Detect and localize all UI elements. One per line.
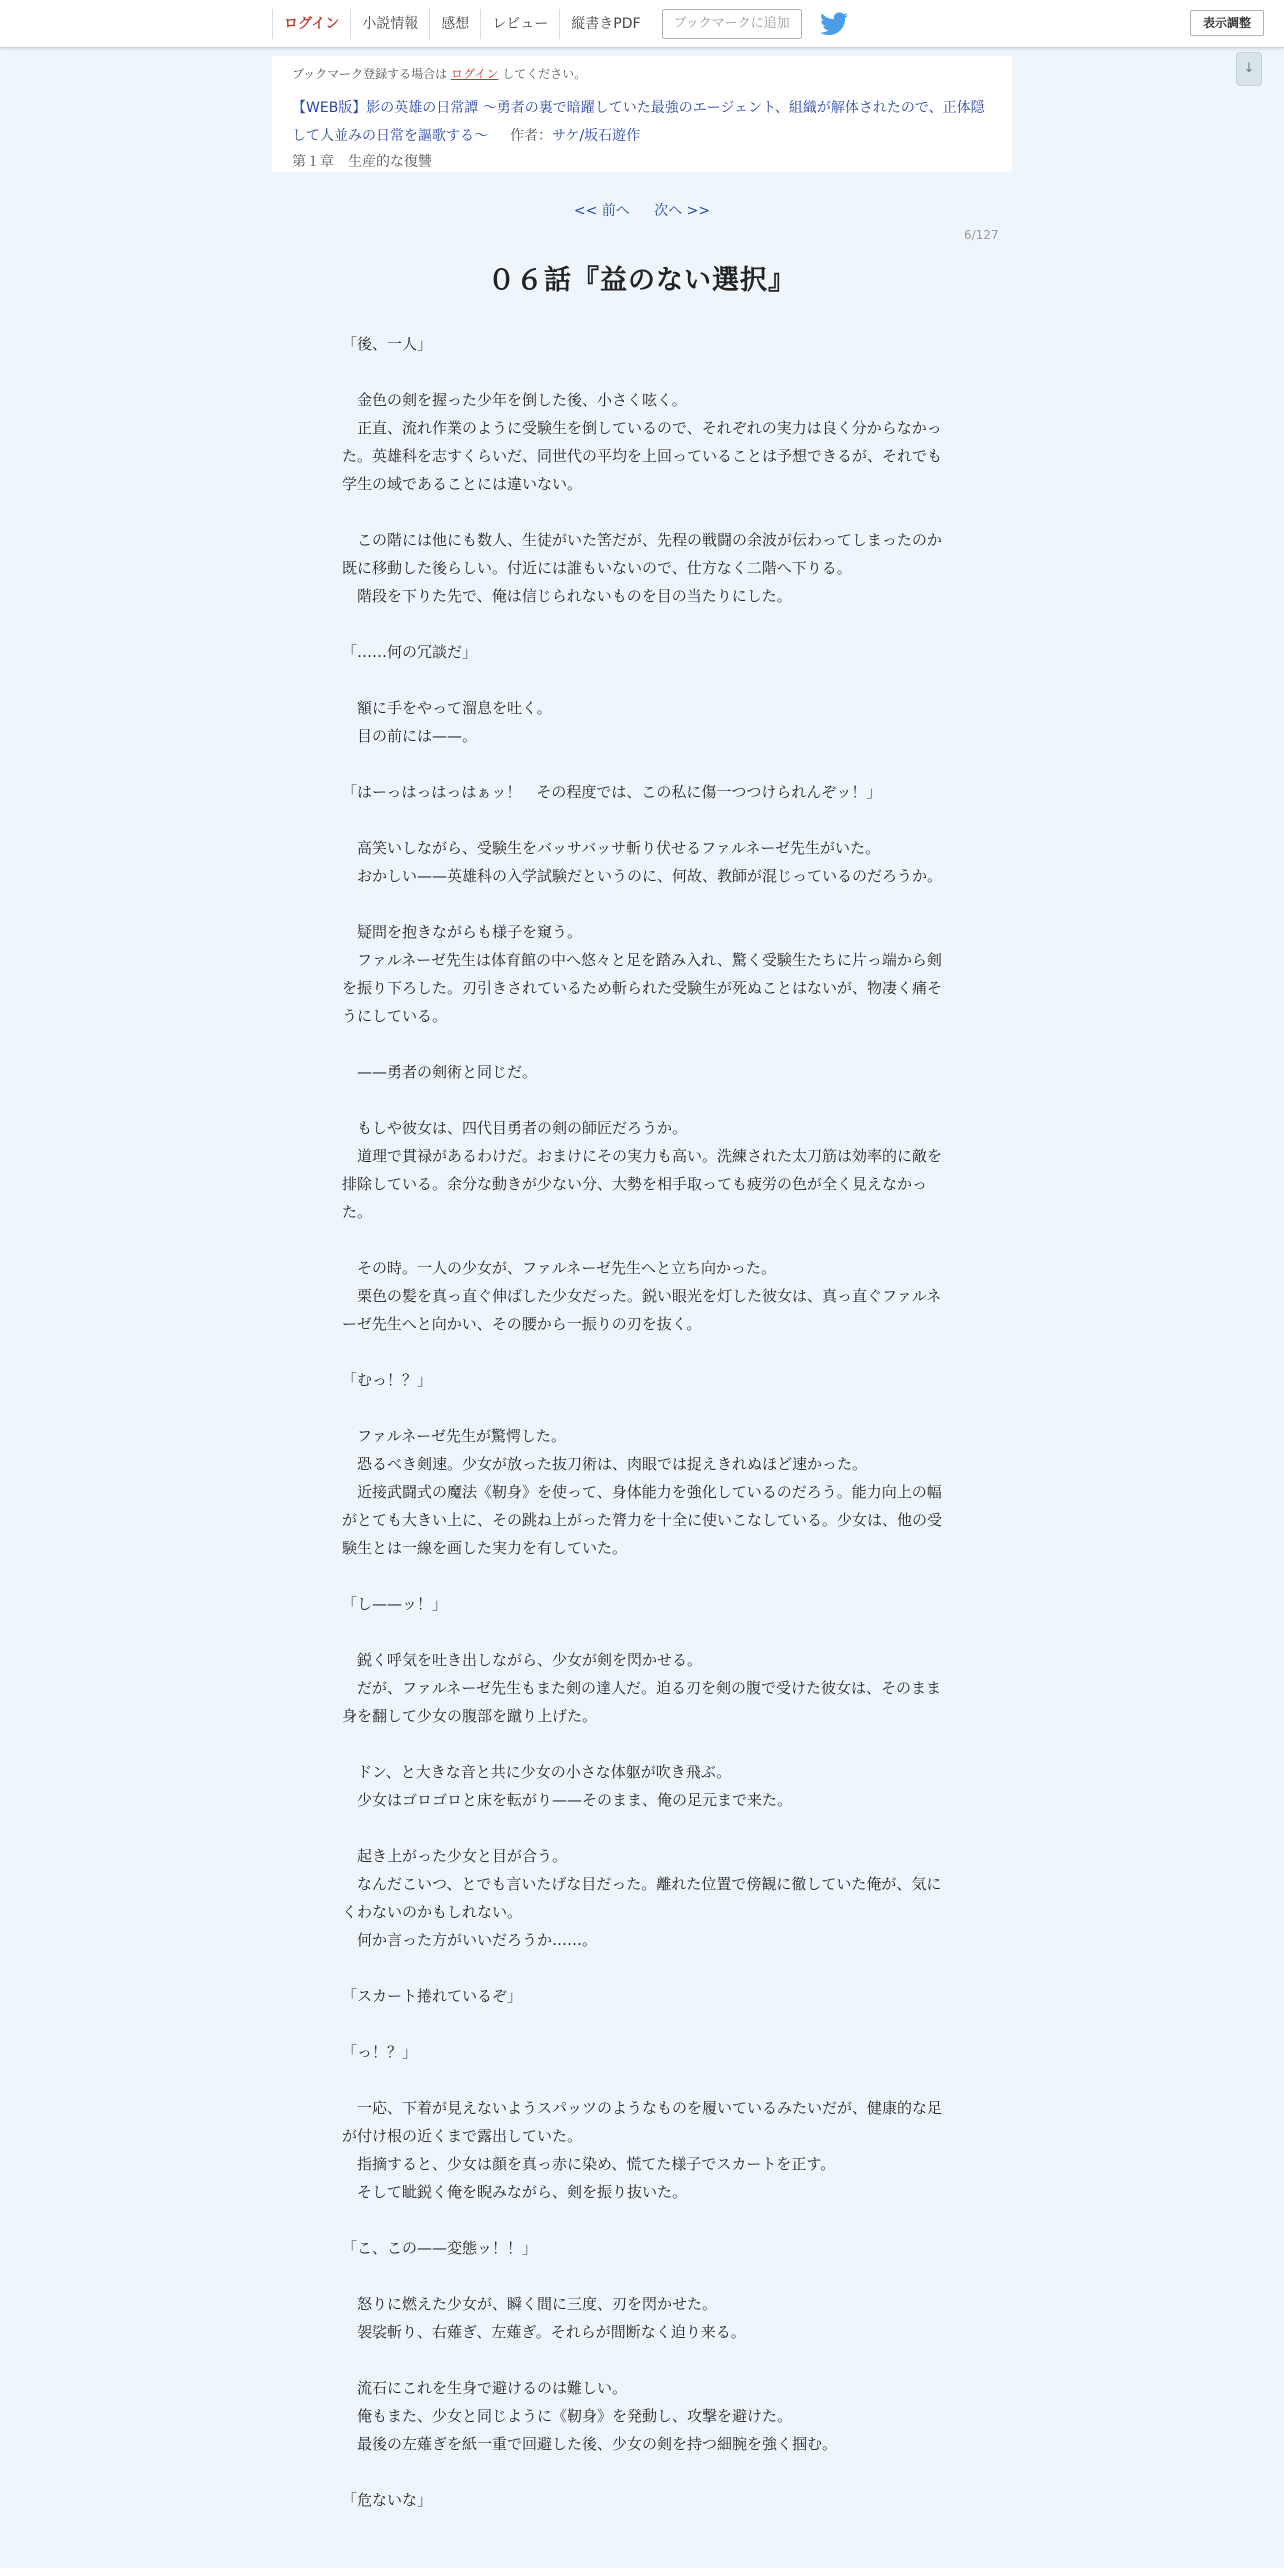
novel-paragraph — [342, 1030, 942, 1058]
novel-paragraph: 「はーっはっはっはぁッ！ その程度では、この私に傷一つつけられんぞッ！」 — [342, 783, 882, 801]
novel-paragraph: 「……何の冗談だ」 — [342, 643, 478, 661]
novel-paragraph: 栗色の髪を真っ直ぐ伸ばした少女だった。鋭い眼光を灯した彼女は、真っ直ぐファルネーゼ先生へと向かい、その腰から一振りの刃を抜く。 — [342, 1287, 942, 1333]
novel-paragraph: なんだこいつ、とでも言いたげな目だった。離れた位置で傍観に徹していた俺が、気にくわないのかもしれない。 — [342, 1875, 942, 1921]
novel-paragraph — [342, 498, 942, 526]
novel-paragraph: 階段を下りた先で、俺は信じられないものを目の当たりにした。 — [342, 587, 792, 605]
novel-paragraph: 「こ、この——変態ッ！！」 — [342, 2239, 538, 2257]
novel-paragraph: 怒りに燃えた少女が、瞬く間に三度、刃を閃かせた。 — [342, 2295, 718, 2313]
novel-paragraph: 高笑いしながら、受験生をバッサバッサ斬り伏せるファルネーゼ先生がいた。 — [342, 839, 881, 857]
novel-paragraph — [342, 750, 942, 778]
novel-paragraph: 最後の左薙ぎを紙一重で回避した後、少女の剣を持つ細腕を強く掴む。 — [342, 2435, 838, 2453]
novel-paragraph: もしや彼女は、四代目勇者の剣の師匠だろうか。 — [342, 1119, 688, 1137]
novel-paragraph — [342, 2262, 942, 2290]
novel-paragraph: 額に手をやって溜息を吐く。 — [342, 699, 552, 717]
novel-paragraph: 金色の剣を握った少年を倒した後、小さく呟く。 — [342, 391, 687, 409]
next-link[interactable]: 次へ >> — [654, 203, 711, 219]
novel-paragraph — [342, 2346, 942, 2374]
page-number: 6/127 — [964, 228, 999, 242]
bookmark-note-text: ブックマーク登録する場合は — [292, 67, 448, 81]
chapter-title: 第１章 生産的な復讐 — [292, 154, 432, 170]
novel-paragraph — [342, 1338, 942, 1366]
novel-paragraph — [342, 1086, 942, 1114]
novel-paragraph — [342, 1226, 942, 1254]
novel-paragraph: そして眦鋭く俺を睨みながら、剣を振り抜いた。 — [342, 2183, 688, 2201]
bookmark-note — [292, 64, 992, 84]
novel-paragraph: 一応、下着が見えないようスパッツのようなものを履いているみたいだが、健康的な足が付け根の近くまで露出していた。 — [342, 2099, 943, 2145]
novel-paragraph — [342, 1394, 942, 1422]
twitter-icon[interactable] — [820, 12, 848, 36]
novel-paragraph: 「スカート捲れているぞ」 — [342, 1987, 523, 2005]
novel-paragraph — [342, 610, 942, 638]
novel-paragraph: 袈裟斬り、右薙ぎ、左薙ぎ。それらが間断なく迫り来る。 — [342, 2323, 746, 2341]
header-nav — [272, 9, 848, 39]
novel-paragraph: ファルネーゼ先生は体育館の中へ悠々と足を踏み入れ、驚く受験生たちに片っ端から剣を振り下ろした。刃引きされているため斬られた受験生が死ぬことはないが、物凄く痛そうにしている。 — [342, 951, 943, 1025]
novel-paragraph — [342, 890, 942, 918]
novel-paragraph: 指摘すると、少女は顔を真っ赤に染め、慌てた様子でスカートを正す。 — [342, 2155, 836, 2173]
novel-paragraph — [342, 666, 942, 694]
novel-paragraph: 正直、流れ作業のように受験生を倒しているので、それぞれの実力は良く分からなかった。英雄科を志すくらいだ、同世代の平均を上回っていることは予想できるが、それでも学生の域であることには違いない。 — [342, 419, 943, 493]
novel-paragraph: 流石にこれを生身で避けるのは難しい。 — [342, 2379, 628, 2397]
novel-paragraph — [342, 2458, 942, 2486]
novel-paragraph: 少女はゴロゴロと床を転がり——そのまま、俺の足元まで来た。 — [342, 1791, 793, 1809]
display-settings-button[interactable]: 表示調整 — [1190, 10, 1264, 36]
author-label: 作者： — [510, 128, 552, 144]
nav-novel-info[interactable]: 小説情報 — [350, 9, 429, 39]
novel-title-link[interactable]: 【WEB版】影の英雄の日常譚 ～勇者の裏で暗躍していた最強のエージェント、組織が解体されたので、正体隠して人並みの日常を謳歌する～ — [292, 100, 985, 144]
nav-vertical-pdf[interactable]: 縦書きPDF — [559, 9, 651, 39]
novel-paragraph — [342, 1618, 942, 1646]
novel-paragraph: 疑問を抱きながらも様子を窺う。 — [342, 923, 583, 941]
novel-paragraph: この階には他にも数人、生徒がいた筈だが、先程の戦闘の余波が伝わってしまったのか既に移動した後らしい。付近には誰もいないので、仕方なく二階へ下りる。 — [342, 531, 942, 577]
bookmark-note-text-end: してください。 — [502, 67, 587, 81]
nav-review[interactable]: レビュー — [480, 9, 559, 39]
novel-paragraph: 「っ！？」 — [342, 2043, 418, 2061]
novel-title-line — [292, 94, 992, 150]
author-link[interactable]: サケ/坂石遊作 — [552, 128, 641, 144]
novel-paragraph — [342, 806, 942, 834]
novel-paragraph: 道理で貫禄があるわけだ。おまけにその実力も高い。洗練された太刀筋は効率的に敵を排除している。余分な動きが少ない分、大勢を相手取っても疲労の色が全く見えなかった。 — [342, 1147, 943, 1221]
novel-paragraph: ファルネーゼ先生が驚愕した。 — [342, 1427, 566, 1445]
novel-paragraph — [342, 1954, 942, 1982]
novel-paragraph: 俺もまた、少女と同じように《靭身》を発動し、攻撃を避けた。 — [342, 2407, 793, 2425]
bookmark-login-link[interactable]: ログイン — [451, 67, 499, 81]
novel-paragraph: だが、ファルネーゼ先生もまた剣の達人だ。迫る刃を剣の腹で受けた彼女は、そのまま身を翻して少女の腹部を蹴り上げた。 — [342, 1679, 941, 1725]
novel-paragraph: 「し——ッ！」 — [342, 1595, 448, 1613]
novel-paragraph — [342, 1562, 942, 1590]
scroll-down-button[interactable]: ↓ — [1236, 52, 1262, 86]
novel-paragraph: 「後、一人」 — [342, 335, 433, 353]
novel-paragraph — [342, 358, 942, 386]
novel-paragraph: その時。一人の少女が、ファルネーゼ先生へと立ち向かった。 — [342, 1259, 776, 1277]
novel-paragraph: おかしい——英雄科の入学試験だというのに、何故、教師が混じっているのだろうか。 — [342, 867, 943, 885]
novel-paragraph: 起き上がった少女と目が合う。 — [342, 1847, 568, 1865]
nav-login[interactable]: ログイン — [272, 9, 350, 39]
pager — [272, 200, 1012, 220]
novel-paragraph: 「むっ！？」 — [342, 1371, 433, 1389]
prev-link[interactable]: << 前へ — [573, 203, 630, 219]
novel-info-box — [272, 56, 1012, 172]
nav-impressions[interactable]: 感想 — [429, 9, 480, 39]
site-header — [0, 0, 1284, 48]
novel-paragraph: 鋭く呼気を吐き出しながら、少女が剣を閃かせる。 — [342, 1651, 703, 1669]
novel-paragraph: ——勇者の剣術と同じだ。 — [342, 1063, 538, 1081]
novel-paragraph — [342, 1730, 942, 1758]
novel-paragraph — [342, 2206, 942, 2234]
novel-paragraph: 何か言った方がいいだろうか……。 — [342, 1931, 598, 1949]
novel-paragraph — [342, 1814, 942, 1842]
add-bookmark-button[interactable]: ブックマークに追加 — [662, 9, 802, 39]
episode-title: ０６話『益のない選択』 — [488, 265, 796, 296]
novel-paragraph: 「危ないな」 — [342, 2491, 433, 2509]
novel-paragraph: ドン、と大きな音と共に少女の小さな体躯が吹き飛ぶ。 — [342, 1763, 732, 1781]
novel-body — [342, 330, 942, 2514]
novel-paragraph: 恐るべき剣速。少女が放った抜刀術は、肉眼では捉えきれぬほど速かった。 — [342, 1455, 868, 1473]
novel-paragraph — [342, 2010, 942, 2038]
novel-paragraph — [342, 2066, 942, 2094]
novel-paragraph: 目の前には——。 — [342, 727, 478, 745]
novel-paragraph: 近接武闘式の魔法《靭身》を使って、身体能力を強化しているのだろう。能力向上の幅がとても大きい上に、その跳ね上がった膂力を十全に使いこなしている。少女は、他の受験生とは一線を画した実力を有していた。 — [342, 1483, 943, 1557]
